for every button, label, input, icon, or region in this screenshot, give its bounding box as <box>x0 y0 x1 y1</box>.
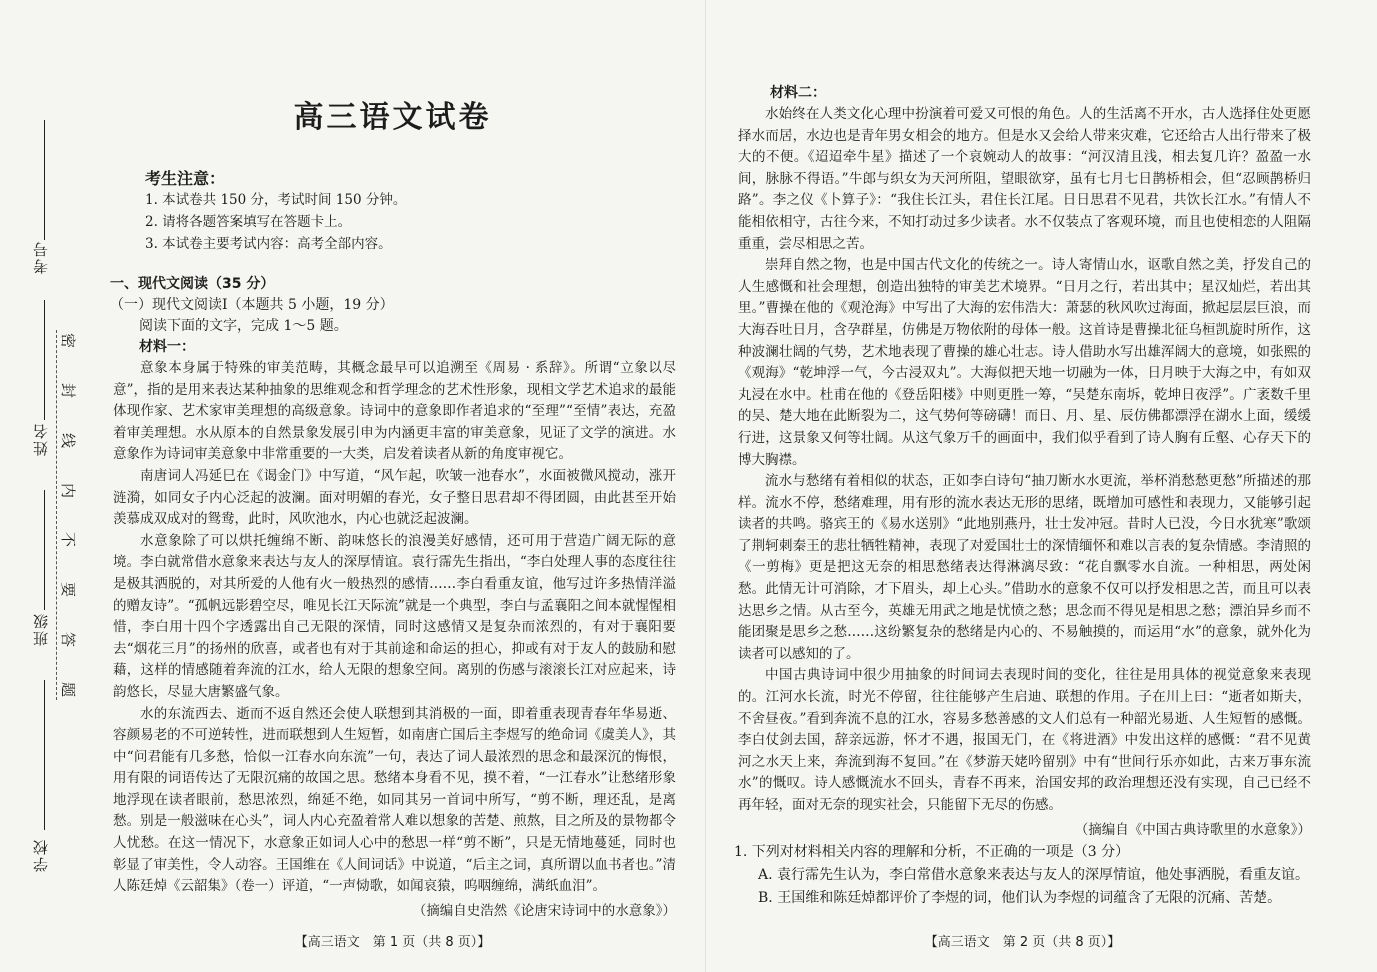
seal-char: 线 <box>59 432 78 448</box>
material-2-label: 材料二： <box>770 85 826 101</box>
seal-char: 封 <box>59 382 78 398</box>
material-2-paragraph: 水始终在人类文化心理中扮演着可爱又可恨的角色。人的生活离不开水，古人选择住处更愿择水而居，水边也是青年男女相会的地方。但是水又会给人带来灾难，它还给古人出行带来了极大的不便。《迢迢牵牛星》描述了一个哀婉动人的故事：“河汉清且浅，相去复几许？盈盈一水间，脉脉不得语。”牛郎与织女为天河所阻，望眼欲穿，虽有七月七日鹊桥相会，但“忍顾鹊桥归路”。李之仪《卜算子》：“我住长江头，君住长江尾。日日思君不见君，共饮长江水。”有情人不能相依相守，古往今来，不知打动过多少读者。水不仅装点了客观环境，而且也使相恋的人阻隔重重，尝尽相思之苦。 <box>738 106 1311 252</box>
name-line <box>44 300 45 420</box>
seal-char: 题 <box>59 681 78 697</box>
page-2 <box>730 0 1315 972</box>
page-separator <box>705 0 706 972</box>
material-2-paragraph: 崇拜自然之物，也是中国古代文化的传统之一。诗人寄情山水，讴歌自然之美，抒发自己的人生感慨和社会理想，创造出独特的审美艺术境界。“日月之行，若出其中；星汉灿烂，若出其里。”曹操在他的《观沧海》中写出了大海的宏伟浩大：萧瑟的秋风吹过海面，掀起层层巨浪，而大海吞吐日月，含孕群星，仿佛是万物依附的母体一般。这首诗是曹操北征乌桓凯旋时所作，这种波澜壮阔的气势，艺术地表现了曹操的雄心壮志。诗人借助水写出雄浑阔大的意境，如张熙的《观海》“乾坤浮一气，今古浸双丸”。大海似把天地一切融为一体，日月映于大海之中，有如双丸浸在水中。杜甫在他的《登岳阳楼》中则更胜一筹，“吴楚东南坼，乾坤日夜浮”。广袤数千里的吴、楚大地在此断裂为二，这气势何等磅礴！而日、月、星、辰仿佛都漂浮在湖水上面，缓缓行进，这景象又何等壮阔。从这气象万千的画面中，我们似乎看到了诗人胸有丘壑、心存天下的博大胸襟。 <box>738 257 1311 468</box>
exam-no-line <box>44 120 45 240</box>
material-1-paragraph: 水意象除了可以烘托缠绵不断、韵味悠长的浪漫美好感情，还可用于营造广阔无际的意境。李白就常借水意象来表达与友人的深厚情谊。袁行霈先生指出，“李白处理人事的态度往往是极其洒脱的，对其所爱的人他有火一般热烈的感情……李白看重友谊，他写过许多热情洋溢的赠友诗”。“孤帆远影碧空尽，唯见长江天际流”就是一个典型，李白与孟襄阳之间本就惺惺相惜，李白用十四个字透露出自己无限的深情，同时这感情又是复杂而浓烈的，有对于襄阳要去“烟花三月”的扬州的欣喜，或者也有对于其前途和命运的担心，抑或有对于友人的鼓励和慰藉，这样的情感随着奔流的江水，给人无限的想象空间。离别的伤感与滚滚长江对应起来，诗韵悠长，尽显大唐繁盛气象。 <box>113 532 676 700</box>
material-2-paragraph: 中国古典诗词中很少用抽象的时间词去表现时间的变化，往往是用具体的视觉意象来表现的。江河水长流，时光不停留，往往能够产生启迪、联想的作用。子在川上曰：“逝者如斯夫，不舍昼夜。”看到奔流不息的江水，容易多愁善感的文人们总有一种韶光易逝、人生短暂的感慨。李白仗剑去国，辞亲远游，怀才不遇，报国无门，在《将进酒》中发出这样的感慨：“君不见黄河之水天上来，奔流到海不复回。”在《梦游天姥吟留别》中有“世间行乐亦如此，古来万事东流水”的慨叹。诗人感慨流水不回头，青春不再来，治国安邦的政治理想还没有实现，自己已经不再年轻，面对无奈的现实社会，只能留下无尽的伤感。 <box>738 667 1311 813</box>
school-label: 学校 <box>32 838 50 872</box>
binding-margin <box>0 0 100 972</box>
page-1-footer: 【高三语文 第 1 页（共 8 页）】 <box>294 935 491 950</box>
material-2-source: （摘编自《中国古典诗歌里的水意象》） <box>1074 821 1311 838</box>
exam-title: 高三语文试卷 <box>293 100 492 135</box>
notice-item-1: 1. 本试卷共 150 分，考试时间 150 分钟。 <box>145 192 407 208</box>
material-1-source: （摘编自史浩然《论唐宋诗词中的水意象》） <box>412 902 676 919</box>
class-label: 班级 <box>32 612 50 646</box>
material-1-paragraph: 意象本身属于特殊的审美范畴，其概念最早可以追溯至《周易 · 系辞》。所谓“立象以尽意”，指的是用来表达某种抽象的思维观念和哲学理念的艺术性形象，现相文学艺术追求的最能体现作家、艺术家审美理想的高级意象。诗词中的意象即作者追求的“至理”“至情”表达，充盈着审美理想。水从原本的自然景象发展引申为内涵更丰富的审美意象，见证了文学的演进。水意象作为诗词审美意象中非常重要的一大类，启发着读者从新的角度审视它。 <box>113 360 676 463</box>
material-2-paragraph: 流水与愁绪有着相似的状态，正如李白诗句“抽刀断水水更流，举杯消愁愁更愁”所描述的那样。流水不停，愁绪难理，用有形的流水表达无形的思绪，既增加可感性和表现力，又能够引起读者的共鸣。骆宾王的《易水送别》“此地别燕丹，壮士发冲冠。昔时人已没，今日水犹寒”歌颂了荆轲刺秦王的悲壮牺牲精神，表现了对爱国壮士的深情缅怀和难以言表的复杂情感。李清照的《一剪梅》更是把这无奈的相思愁绪表达得淋漓尽致：“花自飘零水自流。一种相思，两处闲愁。此情无计可消除，才下眉头，却上心头。”借助水的意象不仅可以抒发相思之苦，而且可以表达思乡之情。从古至今，英雄无用武之地是忧愤之愁；思念而不得见是相思之愁；漂泊异乡而不能团聚是思乡之愁……这纷繁复杂的愁绪是内心的、不易触摸的，而运用“水”的意象，就外化为读者可以感知的了。 <box>738 473 1311 662</box>
section-heading: 一、现代文阅读（35 分） <box>110 276 275 292</box>
notice-item-3: 3. 本试卷主要考试内容：高考全部内容。 <box>145 236 392 252</box>
seal-char: 答 <box>59 632 78 648</box>
name-label: 姓名 <box>32 422 50 456</box>
seal-char: 密 <box>59 332 78 349</box>
seal-char: 要 <box>59 582 78 598</box>
question-1-option-b: B. 王国维和陈廷焯都评价了李煜的词，他们认为李煜的词蕴含了无限的沉痛、苦楚。 <box>758 889 1282 906</box>
notice-item-2: 2. 请将各题答案填写在答题卡上。 <box>145 214 352 230</box>
exam-no-label: 考号 <box>32 240 50 274</box>
question-1: 1. 下列对材料相关内容的理解和分析，不正确的一项是（3 分） <box>734 843 1130 860</box>
material-1-paragraph: 水的东流西去、逝而不返自然还会使人联想到其消极的一面，即着重表现青春年华易逝、容颜易老的不可逆转性，进而联想到人生短暂，如南唐亡国后主李煜写的绝命词《虞美人》，其中“问君能有几多愁，恰似一江春水向东流”一句，表达了词人最浓烈的思念和最深沉的悔恨，用有限的词语传达了无限沉痛的故国之思。愁绪本身看不见，摸不着，“一江春水”让愁绪形象地浮现在读者眼前，愁思浓烈，绵延不绝，如同其另一首词中所写，“剪不断，理还乱，是离愁。别是一般滋味在心头”，词人内心充盈着常人难以想象的苦楚、煎熬，目之所及的景物都令人忧愁。在这一情况下，水意象正如词人心中的愁思一样“剪不断”，只是无情地蔓延，同时也彰显了审美性，令人动容。王国维在《人间词话》中说道，“后主之词，真所谓以血书者也。”清人陈廷焯《云韶集》（卷一）评道，“一声恸歌，如闻哀猿，呜咽缠绵，满纸血泪”。 <box>113 705 676 895</box>
seal-char: 内 <box>59 482 78 498</box>
seal-char: 不 <box>59 532 78 548</box>
question-1-option-a: A. 袁行霈先生认为，李白常借水意象来表达与友人的深厚情谊，他处事洒脱，看重友谊。 <box>758 866 1310 883</box>
page-2-footer: 【高三语文 第 2 页（共 8 页）】 <box>924 935 1121 950</box>
material-1-paragraph: 南唐词人冯延巳在《谒金门》中写道，“风乍起，吹皱一池春水”，水面被微风搅动，涨开涟漪，如同女子内心泛起的波澜。面对明媚的春光，女子整日思君却不得团圆，由此甚至开始羡慕成双成对的鸳鸯，此时，风吹池水，内心也就泛起波澜。 <box>113 467 676 528</box>
material-1-label: 材料一： <box>139 339 195 355</box>
reading-instruction: 阅读下面的文字，完成 1～5 题。 <box>139 318 348 334</box>
notice-title: 考生注意： <box>145 169 226 188</box>
subsection-heading: （一）现代文阅读Ⅰ（本题共 5 小题，19 分） <box>110 297 394 313</box>
page-1 <box>105 0 680 972</box>
school-line <box>44 680 45 830</box>
seal-line-text <box>56 330 81 700</box>
class-line <box>44 490 45 610</box>
